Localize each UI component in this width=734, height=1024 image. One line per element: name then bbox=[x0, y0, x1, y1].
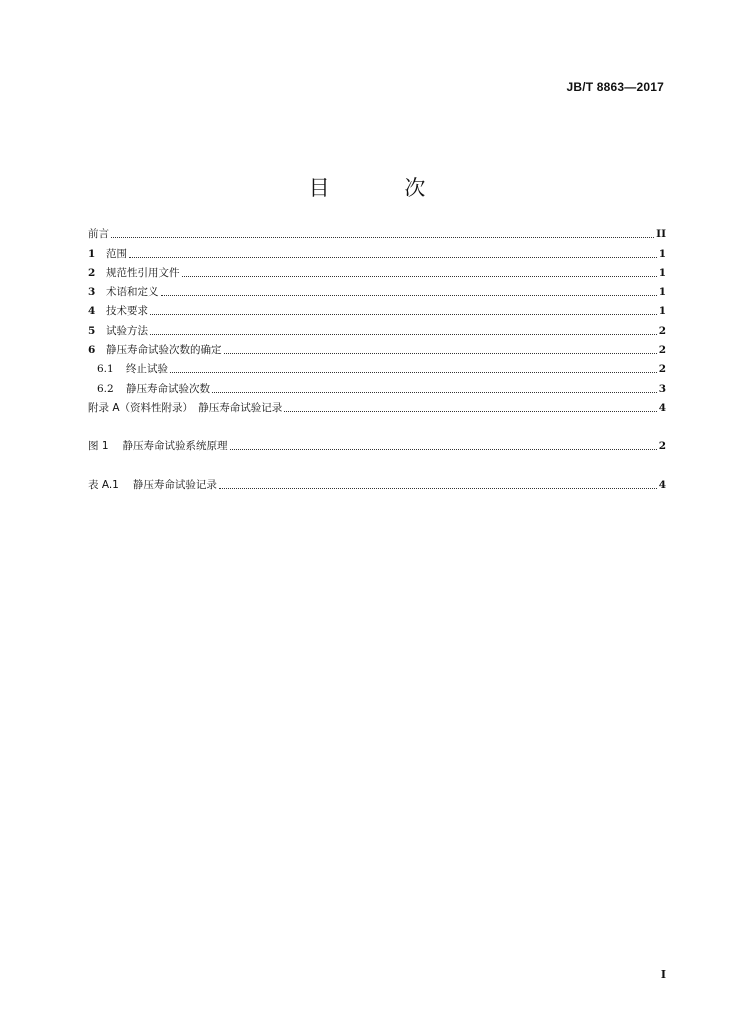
dot-leader bbox=[219, 488, 657, 489]
toc-entry-number: 6.2 bbox=[97, 382, 114, 395]
toc-entry-number: 2 bbox=[88, 266, 96, 279]
toc-entry-test-methods[interactable] bbox=[88, 318, 666, 337]
toc-entry-number: 6.1 bbox=[97, 363, 114, 376]
table-of-contents bbox=[88, 222, 666, 492]
page-number: I bbox=[660, 968, 666, 981]
toc-entry-label: 前言 bbox=[88, 228, 109, 241]
toc-entry-number: 3 bbox=[88, 286, 96, 299]
dot-leader bbox=[212, 392, 657, 393]
toc-entry-label: 试验方法 bbox=[106, 324, 148, 337]
toc-title: 目 次 bbox=[308, 176, 460, 201]
toc-entry-page: 2 bbox=[658, 324, 666, 337]
toc-entry-page: 2 bbox=[658, 363, 666, 376]
toc-entry-number: 5 bbox=[88, 324, 96, 337]
toc-entry-label: 终止试验 bbox=[126, 363, 168, 376]
toc-entry-normative-references[interactable] bbox=[88, 261, 666, 280]
toc-entry-appendix-a[interactable] bbox=[88, 396, 666, 415]
toc-entry-label: 静压寿命试验系统原理 bbox=[122, 440, 228, 453]
toc-entry-page: 1 bbox=[658, 266, 666, 279]
toc-entry-test-count[interactable] bbox=[88, 376, 666, 395]
toc-entry-label: 附录 A（资料性附录） 静压寿命试验记录 bbox=[88, 401, 283, 414]
dot-leader bbox=[161, 295, 657, 296]
toc-entry-label: 术语和定义 bbox=[106, 286, 159, 299]
toc-entry-page: 1 bbox=[658, 305, 666, 318]
toc-entry-page: 2 bbox=[658, 344, 666, 357]
toc-entry-scope[interactable] bbox=[88, 241, 666, 260]
toc-entry-foreword[interactable] bbox=[88, 222, 666, 241]
toc-entry-page: 3 bbox=[658, 382, 666, 395]
toc-entry-number: 4 bbox=[88, 305, 96, 318]
toc-entry-page: 1 bbox=[658, 247, 666, 260]
dot-leader bbox=[111, 237, 654, 238]
dot-leader bbox=[129, 257, 657, 258]
toc-entry-terms-definitions[interactable] bbox=[88, 280, 666, 299]
dot-leader bbox=[224, 353, 657, 354]
toc-entry-termination-test[interactable] bbox=[88, 357, 666, 376]
toc-entry-label: 静压寿命试验次数 bbox=[126, 382, 210, 395]
toc-entry-test-count-determination[interactable] bbox=[88, 338, 666, 357]
document-code: JB/T 8863—2017 bbox=[566, 80, 664, 94]
dot-leader bbox=[170, 372, 657, 373]
dot-leader bbox=[150, 314, 657, 315]
dot-leader bbox=[150, 334, 657, 335]
toc-entry-page: II bbox=[656, 228, 666, 241]
toc-table-number: 表 A.1 bbox=[88, 478, 119, 491]
toc-entry-label: 规范性引用文件 bbox=[106, 266, 180, 279]
toc-entry-number: 6 bbox=[88, 344, 96, 357]
toc-entry-technical-requirements[interactable] bbox=[88, 299, 666, 318]
dot-leader bbox=[230, 449, 657, 450]
toc-entry-table-a1[interactable] bbox=[88, 472, 666, 491]
toc-figure-number: 图 1 bbox=[88, 440, 109, 453]
dot-leader bbox=[182, 276, 657, 277]
toc-entry-label: 静压寿命试验记录 bbox=[132, 478, 217, 491]
toc-entry-page: 4 bbox=[658, 478, 666, 491]
toc-entry-label: 范围 bbox=[106, 247, 127, 260]
toc-entry-page: 4 bbox=[658, 401, 666, 414]
toc-entry-label: 技术要求 bbox=[106, 305, 148, 318]
toc-entry-label: 静压寿命试验次数的确定 bbox=[106, 344, 222, 357]
toc-entry-page: 2 bbox=[658, 440, 666, 453]
toc-entry-number: 1 bbox=[88, 247, 96, 260]
toc-entry-figure-1[interactable] bbox=[88, 434, 666, 453]
dot-leader bbox=[284, 411, 656, 412]
toc-entry-page: 1 bbox=[658, 286, 666, 299]
